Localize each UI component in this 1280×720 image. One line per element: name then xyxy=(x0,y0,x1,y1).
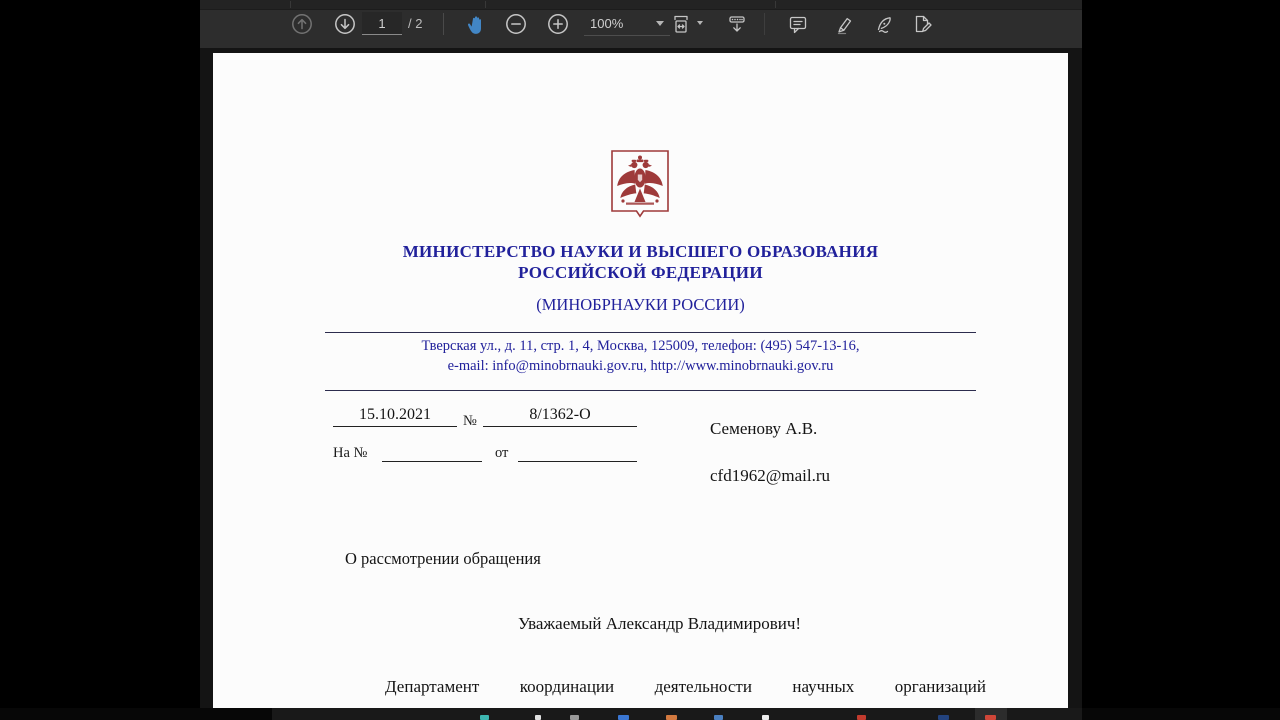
taskbar-app-icon[interactable] xyxy=(480,715,489,720)
zoom-out-button[interactable] xyxy=(503,11,529,37)
reply-to-blank xyxy=(382,445,482,462)
subject-line: О рассмотрении обращения xyxy=(345,549,541,568)
tab-divider xyxy=(485,1,486,8)
windows-taskbar xyxy=(0,708,1280,720)
tab-divider xyxy=(775,1,776,8)
scrolling-mode-icon xyxy=(726,13,748,35)
arrow-up-circle-icon xyxy=(290,12,314,36)
fill-and-sign-button[interactable] xyxy=(909,11,935,37)
page-number-input[interactable] xyxy=(362,12,402,35)
pdf-page xyxy=(213,53,1068,708)
ministry-short-name: (МИНОБРНАУКИ РОССИИ) xyxy=(536,295,745,314)
taskbar-strip xyxy=(272,708,1082,720)
zoom-level-value: 100% xyxy=(590,16,624,31)
sign-button[interactable] xyxy=(871,11,897,37)
number-sign: № xyxy=(463,413,477,429)
address-line2: e-mail: info@minobrnauki.gov.ru, http://www.minobrnauki.gov.ru xyxy=(447,358,834,374)
arrow-down-circle-icon xyxy=(333,12,357,36)
comment-icon xyxy=(787,13,809,35)
taskbar-app-icon[interactable] xyxy=(938,715,949,720)
highlight-button[interactable] xyxy=(830,11,856,37)
page-total-label: / 2 xyxy=(408,16,423,31)
letter-date: 15.10.2021 xyxy=(333,406,457,427)
address-line1: Тверская ул., д. 11, стр. 1, 4, Москва, 125009, телефон: (495) 547-13-16, xyxy=(421,338,860,354)
taskbar-app-icon[interactable] xyxy=(857,715,866,720)
reply-to-label: На № xyxy=(333,445,368,461)
zoom-level-dropdown[interactable] xyxy=(584,12,670,36)
horizontal-rule xyxy=(325,390,976,391)
zoom-in-icon xyxy=(546,12,570,36)
fit-page-icon xyxy=(670,13,692,35)
fit-page-button[interactable] xyxy=(668,11,694,37)
chevron-down-icon xyxy=(697,21,703,25)
tab-divider xyxy=(290,1,291,8)
chevron-down-icon xyxy=(656,21,664,26)
add-comment-button[interactable] xyxy=(785,11,811,37)
taskbar-app-icon[interactable] xyxy=(618,715,629,720)
pdf-toolbar xyxy=(200,0,1082,48)
taskbar-app-icon[interactable] xyxy=(570,715,579,720)
previous-page-button[interactable] xyxy=(289,11,315,37)
highlighter-icon xyxy=(832,13,854,35)
from-label: от xyxy=(495,445,509,461)
fill-and-sign-icon xyxy=(911,13,933,35)
horizontal-rule xyxy=(325,332,976,333)
tab-strip xyxy=(200,0,1082,10)
toolbar-divider xyxy=(443,13,444,35)
ministry-title-line1: МИНИСТЕРСТВО НАУКИ И ВЫСШЕГО ОБРАЗОВАНИЯ xyxy=(402,242,879,261)
zoom-in-button[interactable] xyxy=(545,11,571,37)
taskbar-active-app[interactable] xyxy=(975,708,1007,720)
taskbar-app-icon[interactable] xyxy=(714,715,723,720)
taskbar-app-icon[interactable] xyxy=(762,715,769,720)
toolbar-divider xyxy=(764,13,765,35)
sign-pen-icon xyxy=(873,13,895,35)
from-blank xyxy=(518,445,637,462)
hand-tool-icon xyxy=(463,12,487,36)
taskbar-app-icon xyxy=(985,715,996,720)
hand-tool-button[interactable] xyxy=(462,11,488,37)
taskbar-app-icon[interactable] xyxy=(666,715,677,720)
letter-number: 8/1362-О xyxy=(483,406,637,427)
zoom-out-icon xyxy=(504,12,528,36)
scrolling-mode-button[interactable] xyxy=(724,11,750,37)
taskbar-app-icon[interactable] xyxy=(535,715,541,720)
document-viewport[interactable] xyxy=(200,48,1082,708)
ministry-title xyxy=(213,241,1068,283)
recipient-email: cfd1962@mail.ru xyxy=(710,466,830,485)
ministry-title-line2: РОССИЙСКОЙ ФЕДЕРАЦИИ xyxy=(518,263,763,282)
recipient-name: Семенову А.В. xyxy=(710,419,818,438)
salutation: Уважаемый Александр Владимирович! xyxy=(517,614,802,633)
russian-coat-of-arms-eagle-icon xyxy=(609,148,671,222)
next-page-button[interactable] xyxy=(332,11,358,37)
body-first-line: Департамент координации деятельности научных организаций xyxy=(385,677,986,696)
